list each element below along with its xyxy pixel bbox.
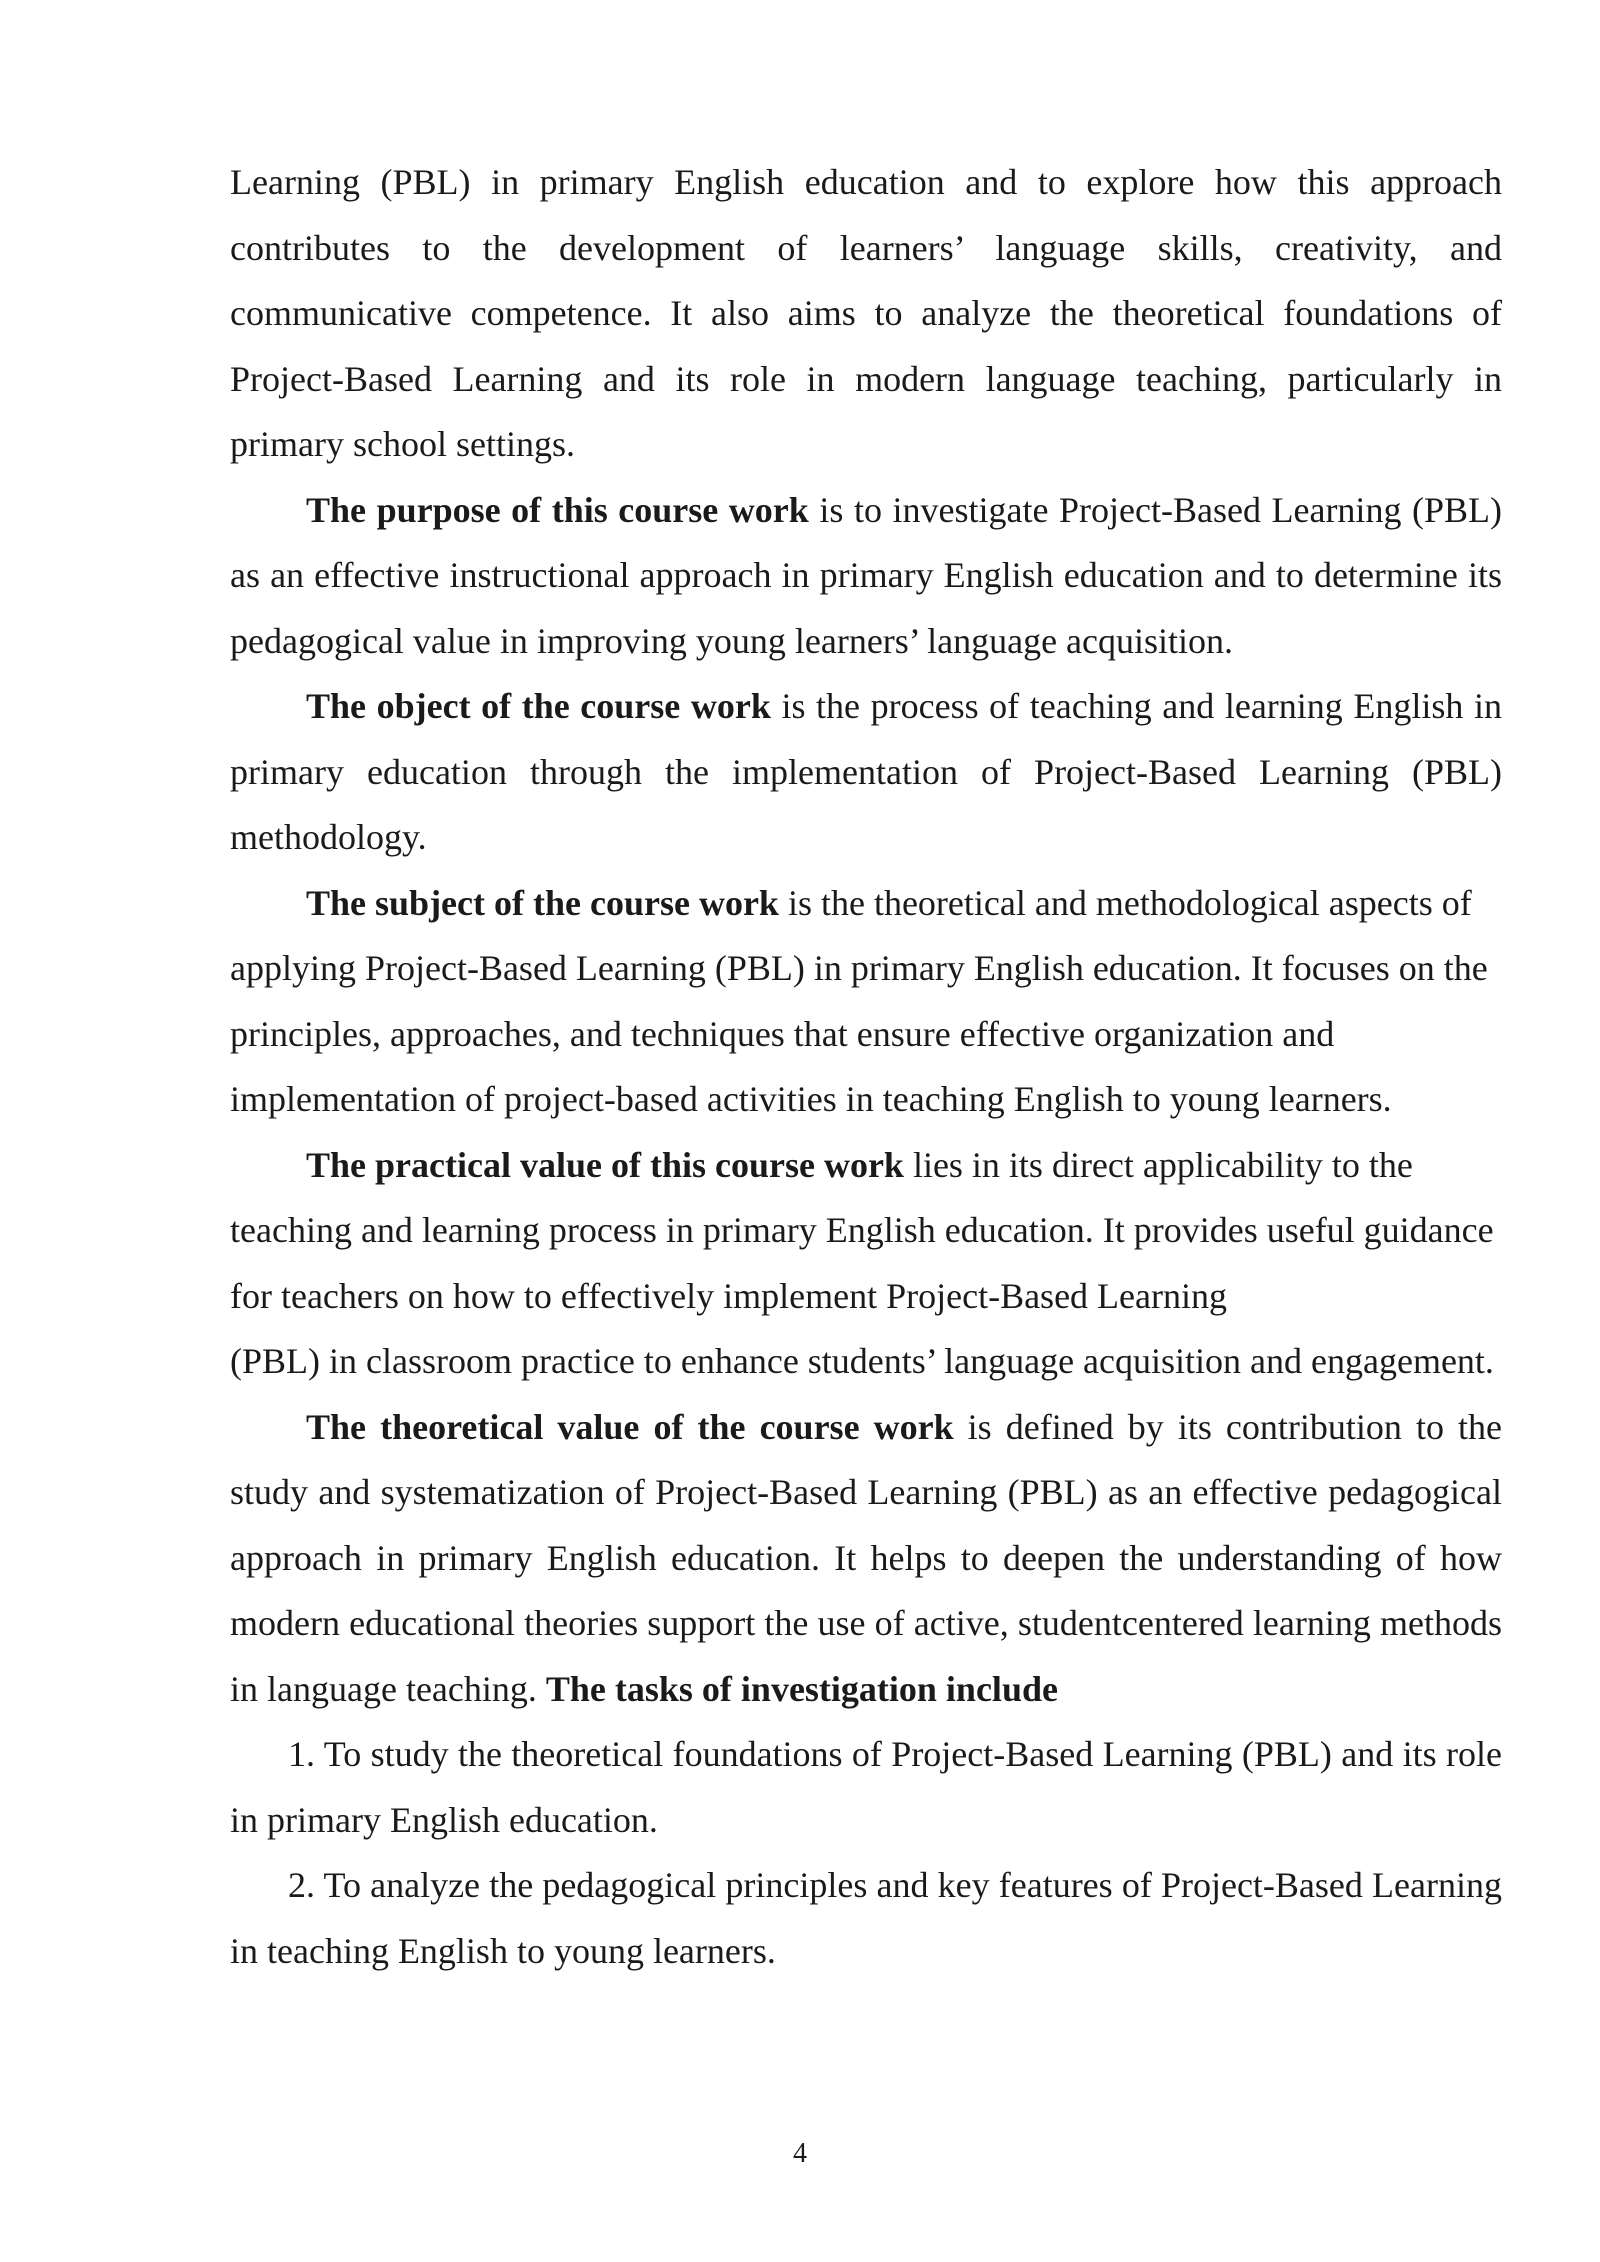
object-heading: The object of the course work	[306, 686, 771, 726]
practical-paragraph	[230, 1133, 1502, 1330]
practical-text-1: lies in its direct applicability to the teaching and learning process in primary English education. It provides useful guidance for teachers on how to effectively implement Project-Based Learning	[230, 1144, 1494, 1316]
intro-text: Learning (PBL) in primary English education and to explore how this approach contributes to the development of learners’ language skills, creativity, and communicative competence. It also aims to analyze the theoretical foundations of Project-Based Learning and its role in modern language teaching, particularly in primary school settings.	[230, 162, 1502, 464]
practical-heading: The practical value of this course work	[306, 1144, 904, 1185]
purpose-text: is to investigate Project-Based Learning (PBL) as an effective instructional approach in primary English education and to determine its pedagogical value in improving young learners’ language acquisition.	[230, 489, 1502, 661]
purpose-heading: The purpose of this course work	[306, 489, 809, 530]
subject-heading: The subject of the course work	[306, 882, 779, 923]
theoretical-paragraph	[230, 1395, 1502, 1723]
theoretical-text: is defined by its contribution to the study and systematization of Project-Based Learning (PBL) as an effective pedagogical approach in primary English education. It helps to deepen the understanding of how modern educational theories support the use of active, studentcentered learning methods in language teaching.	[230, 1406, 1502, 1709]
subject-paragraph	[230, 871, 1502, 1133]
task-item-2	[230, 1853, 1502, 1984]
object-paragraph	[230, 674, 1502, 871]
document-page	[230, 150, 1502, 1984]
task-item-1-text: 1. To study the theoretical foundations of Project-Based Learning (PBL) and its role in primary English education.	[230, 1734, 1502, 1840]
page-number: 4	[793, 2138, 807, 2169]
purpose-paragraph	[230, 478, 1502, 675]
theoretical-heading: The theoretical value of the course work	[306, 1406, 954, 1447]
intro-paragraph	[230, 150, 1502, 478]
practical-paragraph-continued	[230, 1329, 1502, 1395]
task-item-2-text: 2. To analyze the pedagogical principles and key features of Project-Based Learning in teaching English to young learners.	[230, 1865, 1502, 1971]
subject-text: is the theoretical and methodological aspects of applying Project-Based Learning (PBL) in primary English education. It focuses on the principles, approaches, and techniques that ensure effective organization and implementation of project-based activities in teaching English to young learners.	[230, 882, 1488, 1119]
task-item-1	[230, 1722, 1502, 1853]
object-text: is the process of teaching and learning English in primary education through the implementation of Project-Based Learning (PBL) methodology.	[230, 686, 1502, 857]
practical-text-2: (PBL) in classroom practice to enhance students’ language acquisition and engagement.	[230, 1341, 1494, 1381]
tasks-heading: The tasks of investigation include	[545, 1668, 1058, 1709]
